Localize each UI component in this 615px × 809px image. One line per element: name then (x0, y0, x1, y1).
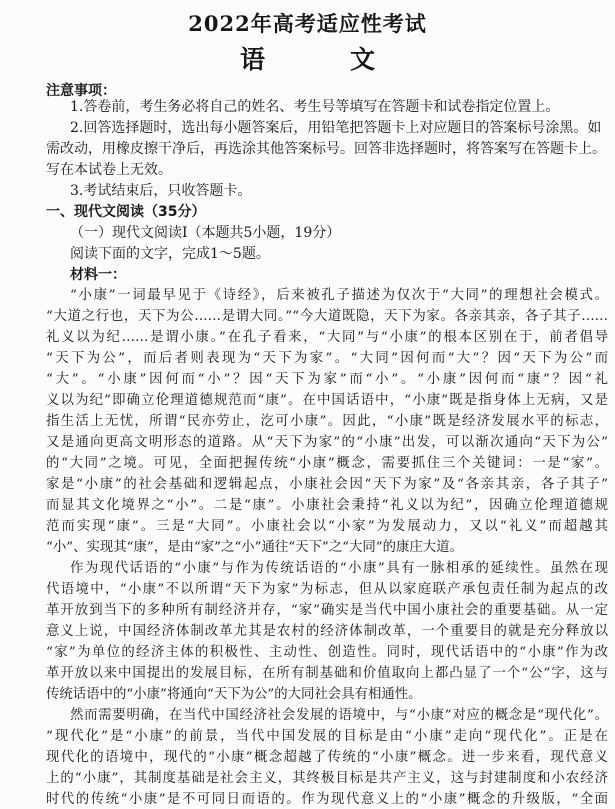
notice-item: 1.答卷前，考生务必将自己的姓名、考生号等填写在答题卡和试卷指定位置上。 (70, 99, 560, 115)
sub-section-heading: （一）现代文阅读Ⅰ（本题共5小题，19分） (70, 225, 341, 241)
reading-instruction: 阅读下面的文字，完成1～5题。 (70, 246, 270, 262)
material-line: “家”为单位的经济主体的积极性、主动性、创造性。同时，现代话语中的“小康”作为改 (46, 645, 608, 660)
material-line: “大”。“小康”因何而“小”？因“天下为家”而“小”。“小康”因何而“康”？因“礼 (46, 372, 608, 387)
material-line: 指生活上无忧，所谓“民亦劳止，汔可小康”。因此，“小康”既是经济发展水平的标志， (46, 414, 608, 429)
material-line: 时代的传统“小康”是不可同日而语的。作为现代意义上的“小康”概念的升级版，“全面 (46, 792, 608, 807)
section-heading: 一、现代文阅读（35分） (46, 204, 206, 220)
subject-title: 语 文 (239, 45, 405, 74)
material-line: 家是“小康”的社会基础和逻辑起点，小康社会因“天下为家”及“各亲其亲，各子其子” (46, 477, 608, 492)
material-line: “大道之行也，天下为公……是谓大同。”“今大道既隐，天下为家。各亲其亲，各子其子…… (46, 309, 608, 324)
material-line: 革开放到当下的多种所有制经济并存，“家”确实是当代中国小康社会的重要基础。从一定 (46, 603, 608, 618)
material-line: 的“大同”之境。可见，全面把握传统“小康”概念，需要抓住三个关键词：一是“家”。 (46, 456, 608, 471)
material-line: “天下为公”，而后者则表现为“天下为家”。“大同”因何而“大”？因“天下为公”而 (46, 351, 608, 366)
material-line: “现代化”是“小康”的前景，当代中国发展的目标是由“小康”走向“现代化”。正是在 (46, 729, 608, 744)
material-line: 传统话语中的“小康”将通向“天下为公”的大同社会具有相通性。 (46, 687, 422, 702)
material-label: 材料一： (70, 267, 126, 283)
material-line: 礼义以为纪……是谓小康。”在孔子看来，“大同”与“小康”的根本区别在于，前者倡导 (46, 330, 608, 345)
material-line: 代语境中，“小康”不以所谓“天下为家”为标志，但从以家庭联产承包责任制为起点的改 (46, 582, 608, 597)
material-line: 现代化的语境中，现代的“小康”概念超越了传统的“小康”概念。进一步来看，现代意义 (46, 750, 608, 765)
notice-item: 2.回答选择题时，选出每小题答案后，用铅笔把答题卡上对应题目的答案标号涂黑。如 (70, 120, 602, 136)
exam-title: 2022年高考适应性考试 (188, 11, 427, 36)
material-line: “小”、实现其“康”，是由“家”之“小”通往“天下”之“大同”的康庄大道。 (46, 540, 463, 555)
material-line: 革开放以来中国提出的发展目标，在所有制基础和价值取向上都凸显了一个“公”字，这与 (46, 666, 608, 681)
material-line: 然而需要明确，在当代中国经济社会发展的语境中，与“小康”对应的概念是“现代化”。 (70, 708, 608, 723)
notice-item: 写在本试卷上无效。 (46, 162, 172, 178)
notice-item: 3.考试结束后，只收答题卡。 (70, 183, 252, 199)
material-line: 义以为纪”即确立伦理道德规范而“康”。在中国话语中，“小康”既是指身体上无病，又是 (46, 393, 608, 408)
notice-item: 需改动，用橡皮擦干净后，再选涂其他答案标号。回答非选择题时，将答案写在答题卡上。 (46, 141, 606, 157)
material-line: 而显其文化境界之“小”。二是“康”。小康社会秉持“礼义以为纪”，因确立伦理道德规 (46, 498, 608, 513)
notice-heading: 注意事项： (46, 83, 116, 99)
material-line: 范而实现“康”。三是“大同”。小康社会以“小家”为发展动力，又以“礼义”而超越其 (46, 519, 608, 534)
material-line: 作为现代话语的“小康”与作为传统话语的“小康”具有一脉相承的延续性。虽然在现 (70, 561, 608, 576)
material-line: 意义上说，中国经济体制改革尤其是农村的经济体制改革，一个重要目的就是充分释放以 (46, 624, 608, 639)
material-line: “小康”一词最早见于《诗经》，后来被孔子描述为仅次于“大同”的理想社会模式。 (70, 288, 608, 303)
material-line: 又是通向更高文明形态的道路。从“天下为家”的“小康”出发，可以渐次通向“天下为公” (46, 435, 608, 450)
material-line: 上的“小康”，其制度基础是社会主义，其终极目标是共产主义，这与封建制度和小农经济 (46, 771, 608, 786)
